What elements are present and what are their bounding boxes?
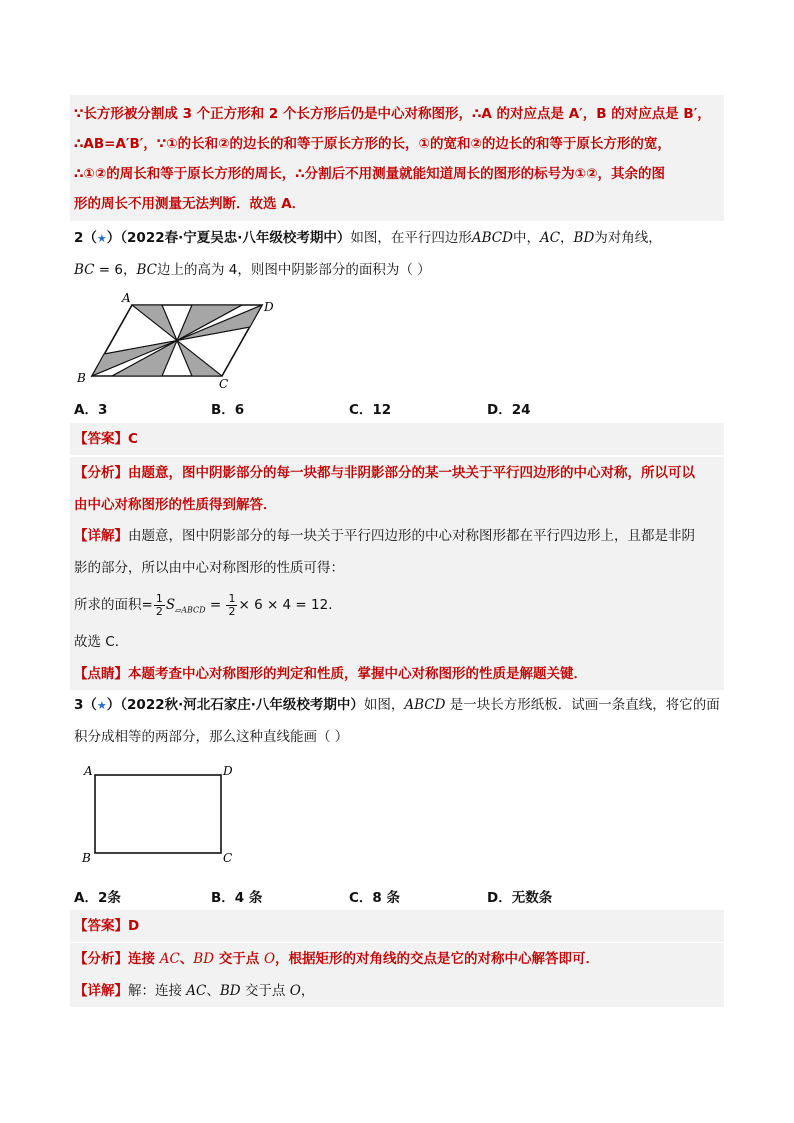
q2-stem-line-2: BC = 6，BC边上的高为 4，则图中阴影部分的面积为（ ） [74,262,431,278]
q3-stem-line-1: 3（★）（2022秋·河北石家庄·八年级校考期中）如图，ABCD 是一块长方形纸板．试画一条直线，将它的面 [74,697,720,713]
q2-formula: 所求的面积= $\frac{1}{2}$ $S_{▱ABCD}$ = $\frac{1}{2}$ × 6 × 4 = 12． [70,584,724,626]
q3-rectangle-figure [78,758,248,868]
q3-label-a: A [84,764,93,778]
q2-detail-line-1: 【详解】由题意，图中阴影部分的每一块关于平行四边形的中心对称图形都在平行四边形上，且都是非阴 [70,520,724,552]
q2-stem-line-1: 2（★）（2022春·宁夏吴忠·八年级校考期中）如图，在平行四边形ABCD中，AC，BD为对角线， [74,230,662,246]
q2-number: 2 [74,230,84,246]
prev-explanation-line-2: ∴AB=A′B′，∵①的长和②的边长的和等于原长方形的长，①的宽和②的边长的和等于原长方形的宽， [74,136,671,152]
q2-parallelogram-figure [72,290,282,390]
prev-explanation [70,95,724,221]
q2-option-b: B．6 [211,402,245,418]
q2-detail-line-2: 影的部分，所以由中心对称图形的性质可得： [70,552,724,584]
q2-answer: 【答案】C [70,423,724,455]
q2-label-a: A [122,291,131,305]
q3-option-a: A．2条 [74,890,121,906]
star-icon: ★ [96,232,107,245]
prev-explanation-line-3: ∴①②的周长和等于原长方形的周长，∴分割后不用测量就能知道周长的图形的标号为①②，其余的图 [74,166,666,182]
q2-option-d: D．24 [487,402,531,418]
q2-label-b: B [77,371,86,385]
q2-conclusion: 故选 C． [70,626,724,658]
q2-analysis-line-1: 【分析】由题意，图中阴影部分的每一块都与非阴影部分的某一块关于平行四边形的中心对称，所以可以 [70,457,724,489]
q3-analysis: 【分析】连接 AC、BD 交于点 O，根据矩形的对角线的交点是它的对称中心解答即可． [70,943,724,975]
q3-label-c: C [223,851,233,865]
q3-option-d: D．无数条 [487,890,553,906]
q3-source: （2022秋·河北石家庄·八年级校考期中） [120,697,364,713]
q2-comment: 【点睛】本题考查中心对称图形的判定和性质，掌握中心对称图形的性质是解题关键． [70,658,724,690]
q2-source: （2022春·宁夏吴忠·八年级校考期中） [120,230,351,246]
q2-option-c: C．12 [349,402,392,418]
q3-label-b: B [82,851,91,865]
q3-option-c: C．8 条 [349,890,401,906]
q3-answer: 【答案】D [70,910,724,942]
q2-label-d: D [264,300,274,314]
prev-explanation-line-4: 形的周长不用测量无法判断．故选 A． [74,196,306,212]
q3-option-b: B．4 条 [211,890,263,906]
q3-label-d: D [223,764,233,778]
q2-analysis-line-2: 由中心对称图形的性质得到解答． [70,489,724,521]
q2-option-a: A．3 [74,402,108,418]
prev-explanation-line-1: ∵长方形被分割成 3 个正方形和 2 个长方形后仍是中心对称图形，∴A 的对应点是 A′，B 的对应点是 B′， [74,106,711,122]
star-icon: ★ [96,699,107,712]
q3-detail: 【详解】解：连接 AC、BD 交于点 O， [70,975,724,1007]
q3-stem-line-2: 积分成相等的两部分，那么这种直线能画（ ） [74,729,349,745]
q2-label-c: C [219,377,229,390]
q3-number: 3 [74,697,84,713]
